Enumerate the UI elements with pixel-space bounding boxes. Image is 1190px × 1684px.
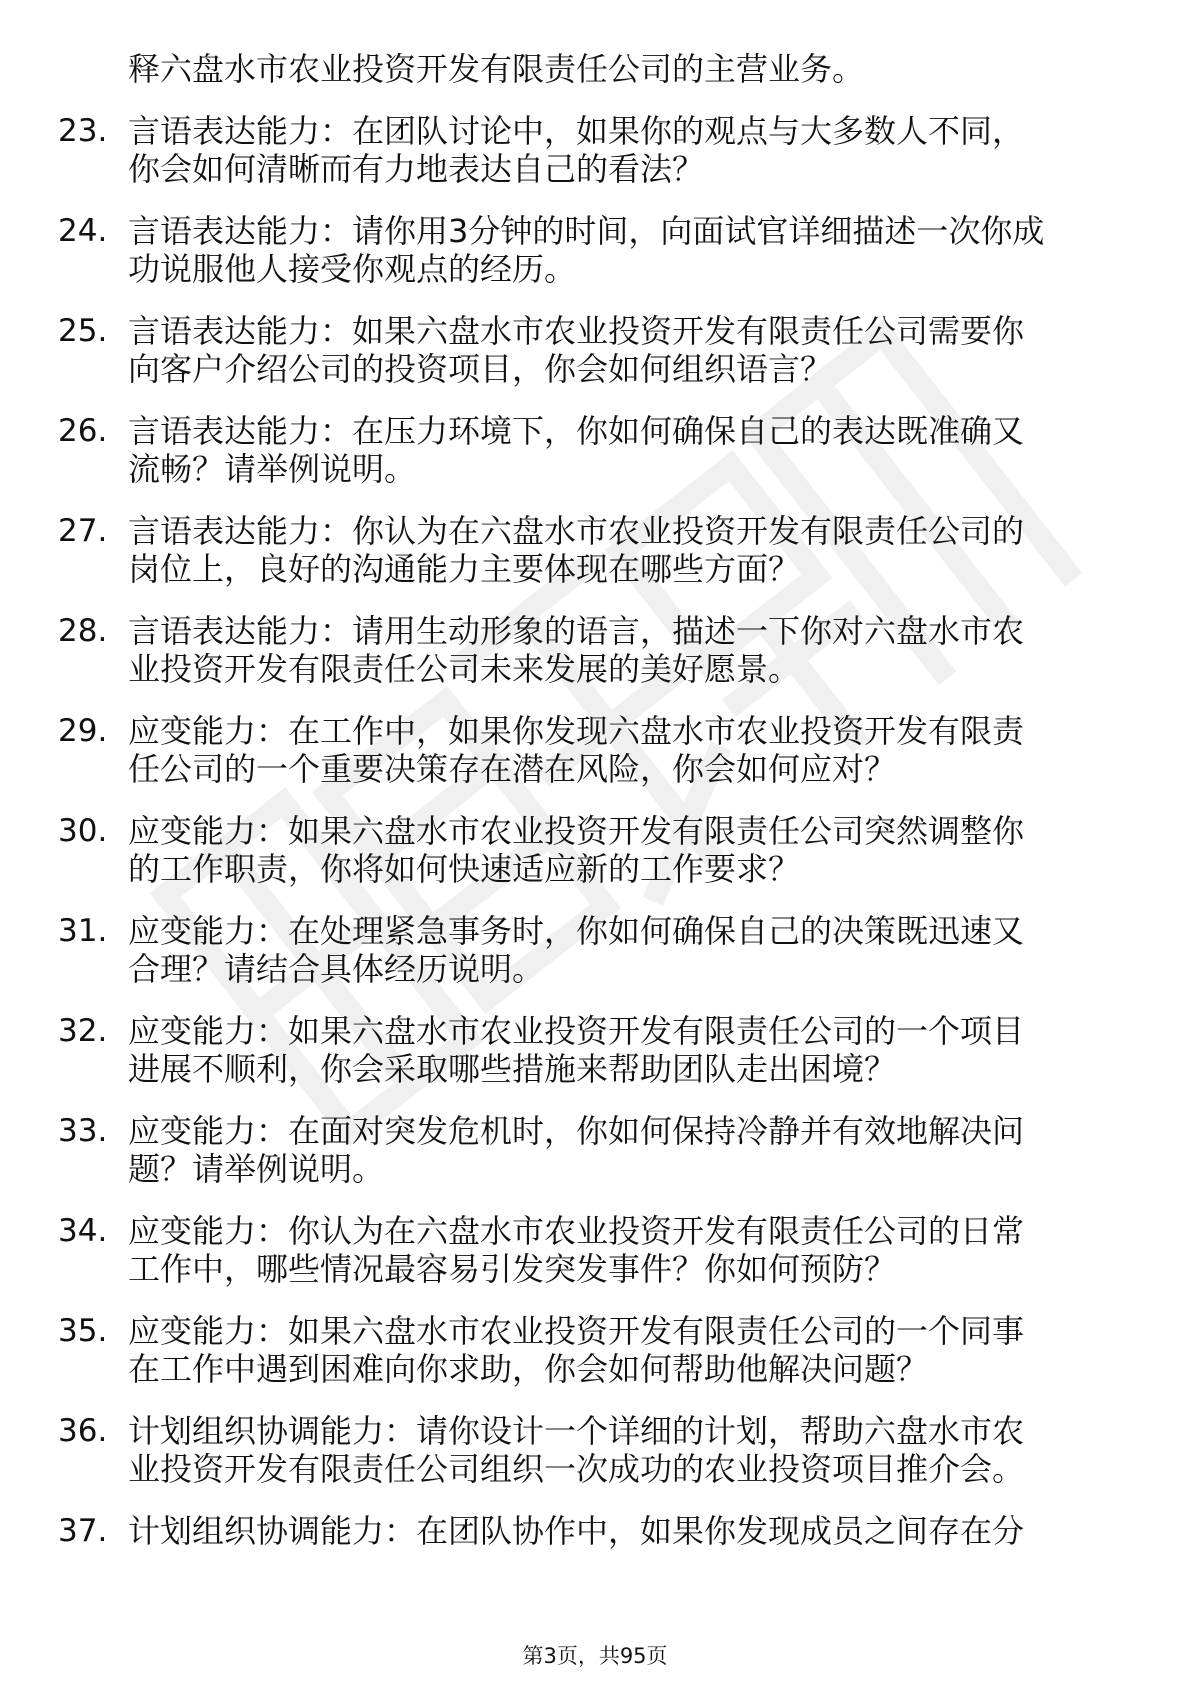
question-text-line: 合理？请结合具体经历说明。 [128, 950, 545, 988]
question-text-line: 进展不顺利，你会采取哪些措施来帮助团队走出困境？ [128, 1050, 897, 1088]
question-number: 27. [58, 513, 108, 549]
question-text-line: 岗位上，良好的沟通能力主要体现在哪些方面？ [128, 550, 801, 588]
list-item [58, 112, 1133, 188]
question-text [128, 912, 1133, 988]
question-text-line: 的工作职责，你将如何快速适应新的工作要求？ [128, 850, 801, 888]
question-text [128, 312, 1133, 388]
list-item [58, 512, 1133, 588]
question-text-line: 应变能力：你认为在六盘水市农业投资开发有限责任公司的日常 [128, 1212, 1025, 1250]
question-text [128, 1412, 1133, 1488]
continuation-line: 释六盘水市农业投资开发有限责任公司的主营业务。 [128, 50, 865, 88]
question-text-line: 向客户介绍公司的投资项目，你会如何组织语言？ [128, 350, 833, 388]
question-text [128, 1312, 1133, 1388]
question-text [128, 512, 1133, 588]
question-text-line: 业投资开发有限责任公司未来发展的美好愿景。 [128, 650, 801, 688]
question-text-line: 计划组织协调能力：请你设计一个详细的计划，帮助六盘水市农 [128, 1412, 1025, 1450]
question-number: 26. [58, 413, 108, 449]
list-item [58, 1012, 1133, 1088]
question-number: 23. [58, 113, 108, 149]
question-text [128, 812, 1133, 888]
question-text [128, 1212, 1133, 1288]
question-text-line: 应变能力：在处理紧急事务时，你如何确保自己的决策既迅速又 [128, 912, 1025, 950]
question-number: 25. [58, 313, 108, 349]
question-number: 33. [58, 1113, 108, 1149]
question-number: 37. [58, 1513, 108, 1549]
question-text-line: 功说服他人接受你观点的经历。 [128, 250, 577, 288]
question-text [128, 1112, 1133, 1188]
list-item [58, 412, 1133, 488]
list-item [58, 1412, 1133, 1488]
question-number: 24. [58, 213, 108, 249]
question-number: 29. [58, 713, 108, 749]
question-text-line: 在工作中遇到困难向你求助，你会如何帮助他解决问题？ [128, 1350, 929, 1388]
question-text-line: 言语表达能力：请你用3分钟的时间，向面试官详细描述一次你成 [128, 212, 1045, 250]
question-text-line: 言语表达能力：在压力环境下，你如何确保自己的表达既准确又 [128, 412, 1025, 450]
question-number: 30. [58, 813, 108, 849]
question-number: 34. [58, 1213, 108, 1249]
question-text [128, 412, 1133, 488]
list-item [58, 812, 1133, 888]
question-text-line: 应变能力：如果六盘水市农业投资开发有限责任公司的一个项目 [128, 1012, 1025, 1050]
list-item [58, 912, 1133, 988]
list-item [58, 1312, 1133, 1388]
question-text [128, 612, 1133, 688]
list-item [58, 312, 1133, 388]
question-number: 28. [58, 613, 108, 649]
question-text [128, 1012, 1133, 1088]
question-text [128, 212, 1133, 288]
question-text-line: 题？请举例说明。 [128, 1150, 385, 1188]
page-footer: 第3页，共95页 [522, 1644, 668, 1668]
question-text-line: 应变能力：如果六盘水市农业投资开发有限责任公司的一个同事 [128, 1312, 1025, 1350]
question-number: 36. [58, 1413, 108, 1449]
list-item [58, 712, 1133, 788]
list-item [58, 612, 1133, 688]
question-number: 35. [58, 1313, 108, 1349]
list-item [58, 1112, 1133, 1188]
question-text [128, 1512, 1133, 1550]
question-text-line: 言语表达能力：在团队讨论中，如果你的观点与大多数人不同， [128, 112, 1025, 150]
list-item [58, 1212, 1133, 1288]
question-text-line: 任公司的一个重要决策存在潜在风险，你会如何应对？ [128, 750, 897, 788]
question-text-line: 言语表达能力：如果六盘水市农业投资开发有限责任公司需要你 [128, 312, 1025, 350]
question-number: 31. [58, 913, 108, 949]
question-text [128, 112, 1133, 188]
question-text-line: 业投资开发有限责任公司组织一次成功的农业投资项目推介会。 [128, 1450, 1025, 1488]
question-text-line: 应变能力：在面对突发危机时，你如何保持冷静并有效地解决问 [128, 1112, 1025, 1150]
question-text-line: 言语表达能力：请用生动形象的语言，描述一下你对六盘水市农 [128, 612, 1025, 650]
question-number: 32. [58, 1013, 108, 1049]
question-text-line: 流畅？请举例说明。 [128, 450, 417, 488]
question-text-line: 应变能力：如果六盘水市农业投资开发有限责任公司突然调整你 [128, 812, 1025, 850]
question-text-line: 工作中，哪些情况最容易引发突发事件？你如何预防？ [128, 1250, 897, 1288]
question-text-line: 你会如何清晰而有力地表达自己的看法？ [128, 150, 705, 188]
question-text-line: 言语表达能力：你认为在六盘水市农业投资开发有限责任公司的 [128, 512, 1025, 550]
list-item [58, 212, 1133, 288]
question-list [58, 50, 1133, 1574]
question-text-line: 应变能力：在工作中，如果你发现六盘水市农业投资开发有限责 [128, 712, 1025, 750]
list-item [58, 1512, 1133, 1550]
question-text [128, 712, 1133, 788]
question-text-line: 计划组织协调能力：在团队协作中，如果你发现成员之间存在分 [128, 1512, 1025, 1550]
